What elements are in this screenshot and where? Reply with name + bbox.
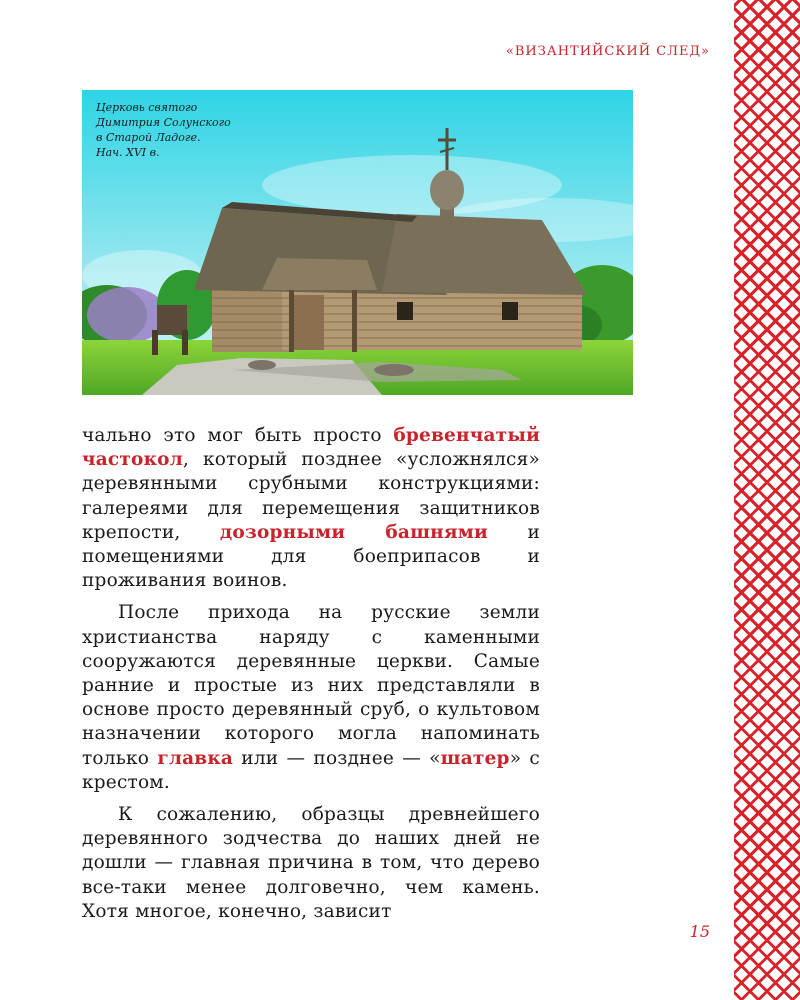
caption-line: Димитрия Солунского xyxy=(96,116,231,129)
photo-caption xyxy=(96,100,231,160)
text-run: После прихода на русские земли христианства наряду с каменными сооружаются деревянные церкви. Самые ранние и простые из них представляли в основе просто деревянный сруб, о культовом назначении которого могла напоминать только xyxy=(82,602,540,769)
highlighted-term: главка xyxy=(157,747,234,769)
text-run: » с крестом. xyxy=(82,747,540,793)
paragraph xyxy=(82,803,540,924)
text-run: чально это мог быть просто xyxy=(82,425,394,446)
caption-line: Церковь святого xyxy=(96,101,198,114)
text-run: или — позднее — « xyxy=(233,747,441,769)
paragraph xyxy=(82,601,540,795)
text-run: и помещениями для боеприпасов и проживания воинов. xyxy=(82,521,540,592)
running-head: «ВИЗАНТИЙСКИЙ СЛЕД» xyxy=(505,44,710,59)
church-photo xyxy=(82,90,633,395)
text-run: , который позднее «усложнялся» деревянными срубными конструкциями: галереями для перемещения защитников крепости, xyxy=(82,449,540,543)
highlighted-term: бревенчатый частокол xyxy=(82,425,540,471)
caption-line: Нач. XVI в. xyxy=(96,146,160,159)
highlighted-term: дозорными башнями xyxy=(219,521,488,543)
text-run: К сожалению, образцы древнейшего деревянного зодчества до наших дней не дошли — главная причина в том, что дерево все-таки менее долговечно, чем камень. Хотя многое, конечно, зависит xyxy=(82,804,540,922)
caption-line: в Старой Ладоге. xyxy=(96,131,201,144)
highlighted-term: шатер xyxy=(440,747,510,769)
folk-ornament-border xyxy=(734,0,800,1000)
body-text xyxy=(82,424,540,924)
page-number: 15 xyxy=(689,922,710,941)
paragraph xyxy=(82,424,540,593)
